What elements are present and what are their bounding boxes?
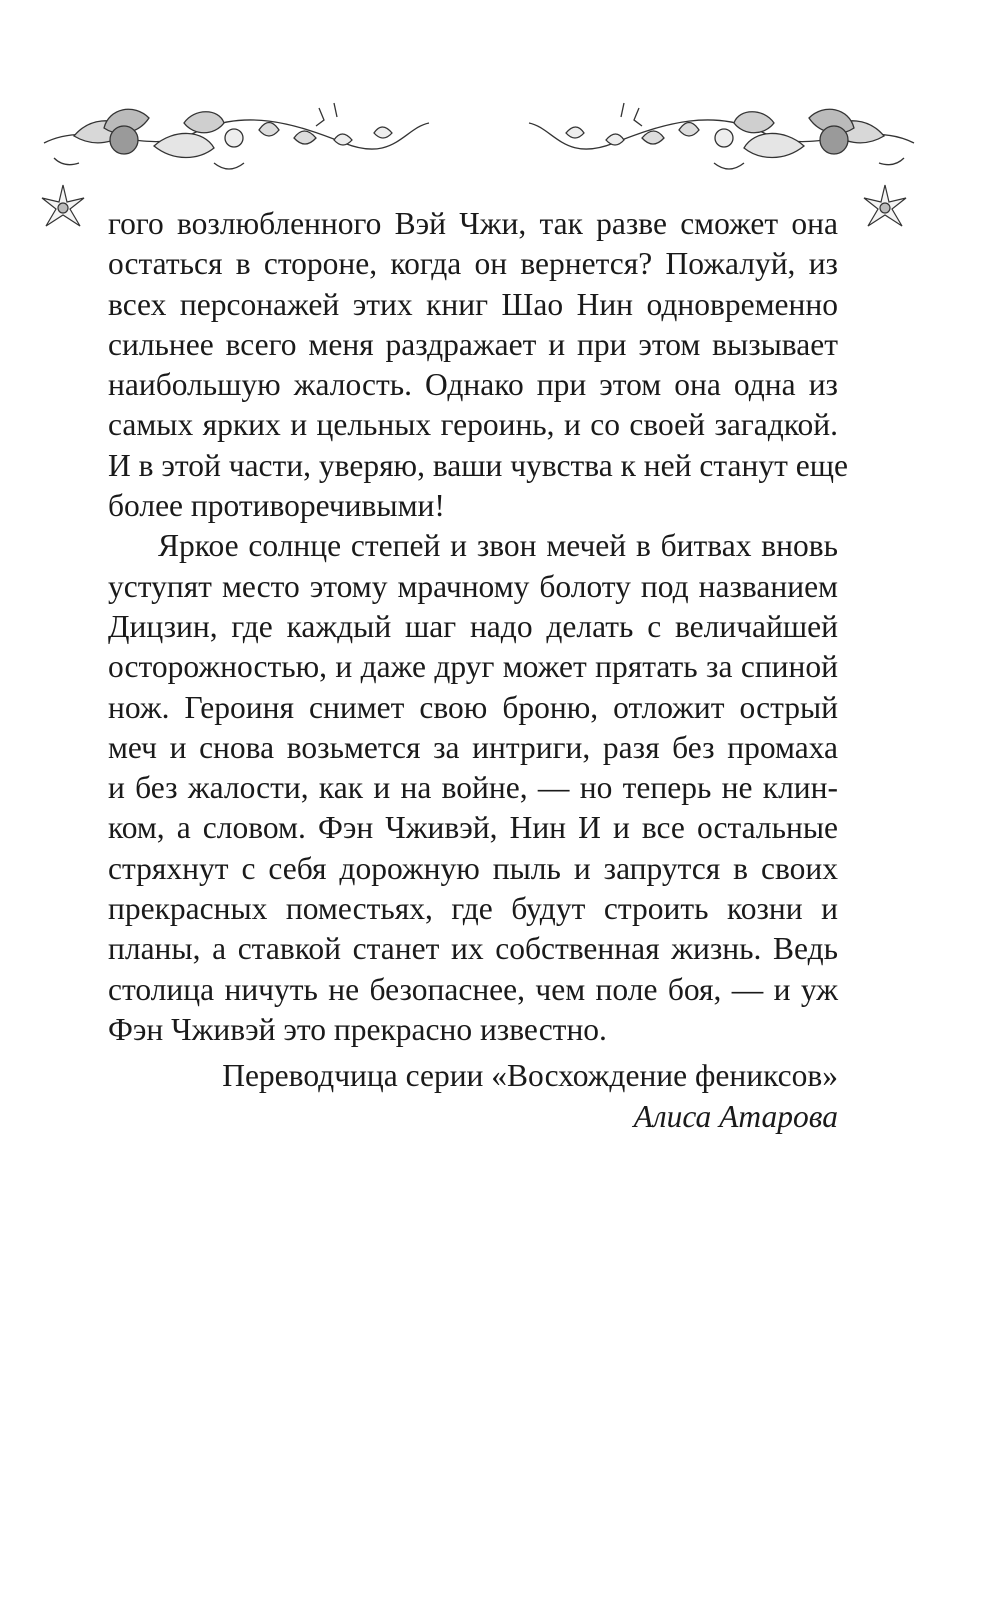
text-line: сильнее всего меня раздражает и при этом вызывает	[108, 326, 838, 362]
text-line: ком, а словом. Фэн Чживэй, Нин И и все остальные	[108, 810, 838, 846]
text-line: нож. Героиня снимет свою броню, отложит острый	[108, 689, 838, 725]
text-line: и без жалости, как и на войне, — но теперь не клин-	[108, 770, 838, 806]
lotus-flower-icon	[36, 180, 90, 239]
paragraph-2	[108, 526, 838, 1050]
text-line: наибольшую жалость. Однако при этом она одна из	[108, 367, 838, 403]
text-line: осторожностью, и даже друг может прятать за спиной	[108, 649, 838, 685]
text-line: прекрасных поместьях, где будут строить козни и	[108, 891, 838, 927]
text-line: стряхнут с себя дорожную пыль и запрутся в своих	[108, 850, 838, 886]
text-line: планы, а ставкой станет их собственная жизнь. Ведь	[108, 931, 838, 967]
text-line: более противоречивыми!	[108, 488, 445, 524]
text-line: Дицзин, где каждый шаг надо делать с величайшей	[108, 608, 838, 644]
text-line: уступят место этому мрачному болоту под названием	[108, 568, 838, 604]
paragraph-1	[108, 204, 848, 526]
page-text	[108, 204, 848, 1137]
lotus-flower-icon	[858, 180, 912, 239]
series-credit: Переводчица серии «Восхождение фениксов»	[222, 1058, 838, 1094]
text-line: всех персонажей этих книг Шао Нин одновременно	[108, 286, 838, 322]
text-line: остаться в стороне, когда он вернется? Пожалуй, из	[108, 246, 838, 282]
text-line: меч и снова возьмется за интриги, разя без промаха	[108, 729, 838, 765]
floral-vine-ornament-right-icon	[524, 88, 924, 193]
signature	[108, 1056, 838, 1137]
author-name: Алиса Атарова	[633, 1098, 838, 1134]
text-line: самых ярких и цельных героинь, и со своей загадкой.	[108, 407, 838, 443]
text-line: гого возлюбленного Вэй Чжи, так разве сможет она	[108, 206, 838, 241]
text-line: Яркое солнце степей и звон мечей в битвах вновь	[158, 528, 838, 564]
text-line: Фэн Чживэй это прекрасно известно.	[108, 1011, 607, 1047]
text-line: И в этой части, уверяю, ваши чувства к ней станут еще	[108, 447, 848, 483]
floral-vine-ornament-left-icon	[34, 88, 434, 193]
text-line: столица ничуть не безопаснее, чем поле боя, — и уж	[108, 971, 838, 1007]
